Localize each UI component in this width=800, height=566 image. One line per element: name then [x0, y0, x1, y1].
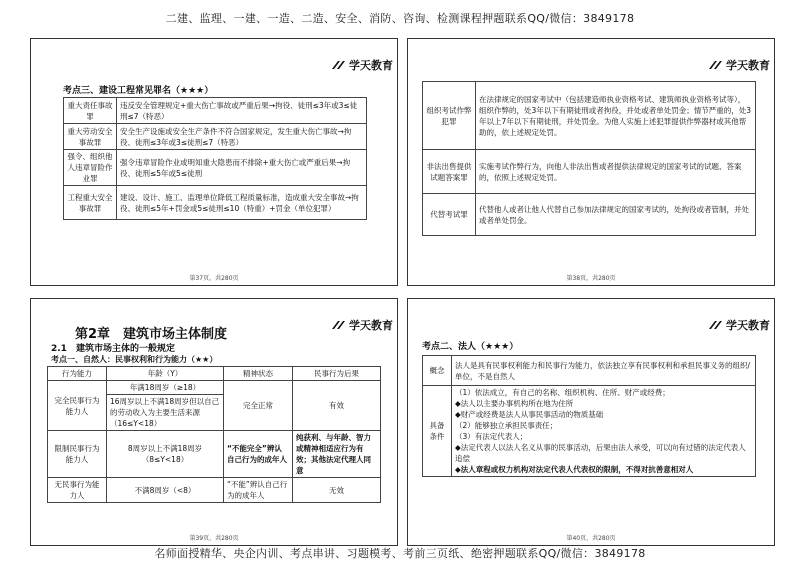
row-label: 组织考试作弊犯罪	[423, 82, 476, 150]
row-label: 代替考试罪	[423, 194, 476, 236]
result-cell: 纯获利、与年龄、智力或精神相适应行为有效；其他法定代理人同意	[293, 431, 381, 478]
row-label: 完全民事行为能力人	[48, 381, 107, 431]
result-cell: 无效	[293, 478, 381, 503]
brand-logo	[332, 317, 393, 333]
slide-legal-person	[407, 298, 775, 546]
brand-logo-icon	[332, 60, 346, 70]
brand-name: 学天教育	[726, 59, 770, 72]
slide-exam-crimes	[407, 38, 775, 286]
table-row	[423, 150, 756, 194]
table-row	[423, 194, 756, 236]
row-label: 概念	[423, 356, 452, 386]
condition-item: ◆法定代表人以法人名义从事的民事活动，后果由法人承受，可以向有过错的法定代表人追偿	[455, 443, 746, 463]
section-heading: 2.1 建筑市场主体的一般规定	[51, 344, 175, 354]
age-cell: 年满18周岁（≥18）	[107, 381, 224, 395]
brand-logo	[709, 57, 770, 73]
result-cell: 有效	[293, 381, 381, 431]
brand-name: 学天教育	[349, 319, 393, 332]
crimes-table	[63, 97, 367, 220]
exam-crimes-table	[422, 81, 756, 236]
table-row	[64, 186, 367, 220]
row-content: 建设、设计、施工、监理单位降低工程质量标准，造成重大安全事故→拘役、徒刑≤5年+罚金或5≤徒刑≤10（特重）+罚金（单位犯罪）	[117, 186, 367, 220]
header-cell: 行为能力	[48, 367, 107, 381]
table-row	[423, 82, 756, 150]
row-content: 强令违章冒险作业或明知重大隐患而不排除+重大伤亡或严重后果→拘役、徒刑≤5年或5≤徒刑	[117, 150, 367, 186]
condition-item: （1）依法成立，有自己的名称、组织机构、住所、财产或经费；	[455, 388, 670, 397]
row-label: 具备条件	[423, 386, 452, 477]
brand-logo	[709, 317, 770, 333]
page-number: 第37页，共280页	[189, 275, 239, 282]
slide-construction-crimes	[30, 38, 398, 286]
brand-logo-icon	[332, 320, 346, 330]
brand-logo-icon	[709, 320, 723, 330]
header-cell: 民事行为后果	[293, 367, 381, 381]
row-label: 工程重大安全事故罪	[64, 186, 117, 220]
age-cell: 16周岁以上不满18周岁但以自己的劳动收入为主要生活来源（16≤Y<18）	[107, 395, 224, 431]
legal-person-table	[422, 355, 756, 477]
section-title: 考点二、法人（★★★）	[422, 342, 519, 352]
condition-item: ◆法人以主要办事机构所在地为住所	[455, 399, 574, 408]
brand-name: 学天教育	[726, 319, 770, 332]
row-label: 重大劳动安全事故罪	[64, 124, 117, 150]
page-number: 第40页，共280页	[566, 535, 616, 542]
mental-cell: “不能”辨认自己行为的成年人	[224, 478, 293, 503]
row-label: 强令、组织他人违章冒险作业罪	[64, 150, 117, 186]
point-heading: 考点一、自然人：民事权利和行为能力（★★）	[51, 355, 218, 364]
slide-natural-person	[30, 298, 398, 546]
age-cell: 不满8周岁（<8）	[107, 478, 224, 503]
bottom-banner: 名师面授精华、央企内训、考点串讲、习题模考、考前三页纸、绝密押题联系QQ/微信：3849178	[154, 547, 646, 560]
age-cell: 8周岁以上不满18周岁（8≤Y<18）	[107, 431, 224, 478]
row-content: 安全生产设施或安全生产条件不符合国家规定，发生重大伤亡事故→拘役、徒刑≤3年或3≤徒刑≤7（特恶）	[117, 124, 367, 150]
header-cell: 年龄（Y）	[107, 367, 224, 381]
chapter-title: 第2章 建筑市场主体制度	[75, 327, 228, 342]
brand-logo	[332, 57, 393, 73]
table-row	[423, 356, 756, 386]
conditions-cell	[452, 386, 756, 477]
top-banner: 二建、监理、一建、一造、二造、安全、消防、咨询、检测课程押题联系QQ/微信：3849178	[165, 12, 635, 25]
table-row	[64, 150, 367, 186]
table-row	[48, 431, 381, 478]
condition-item: ◆财产或经费是法人从事民事活动的物质基础	[455, 410, 604, 419]
mental-cell: “不能完全”辨认自己行为的成年人	[224, 431, 293, 478]
table-row	[64, 98, 367, 124]
condition-item: （3）有法定代表人；	[455, 432, 528, 441]
header-cell: 精神状态	[224, 367, 293, 381]
condition-item: ◆法人章程或权力机构对法定代表人代表权的限制，不得对抗善意相对人	[455, 465, 694, 474]
section-title: 考点三、建设工程常见罪名（★★★）	[63, 86, 214, 96]
row-content: 代替他人或者让他人代替自己参加法律规定的国家考试的，处拘役或者管制，并处或者单处罚金。	[476, 194, 756, 236]
row-content: 违反安全管理规定+重大伤亡事故或严重后果→拘役、徒刑≤3年或3≤徒刑≤7（特恶）	[117, 98, 367, 124]
row-label: 限制民事行为能力人	[48, 431, 107, 478]
page-number: 第39页，共280页	[189, 535, 239, 542]
mental-cell: 完全正常	[224, 381, 293, 431]
table-row	[48, 381, 381, 395]
row-label: 无民事行为能力人	[48, 478, 107, 503]
table-row	[48, 478, 381, 503]
table-row	[64, 124, 367, 150]
row-content: 在法律规定的国家考试中（包括建造师执业资格考试、建筑师执业资格考试等），组织作弊的，处3年以下有期徒刑或者拘役，并处或者单处罚金；情节严重的，处3年以上7年以下有期徒刑，并处罚金。为他人实施上述犯罪提供作弊器材或其他帮助的，依上述规定处罚。	[476, 82, 756, 150]
brand-name: 学天教育	[349, 59, 393, 72]
page-number: 第38页，共280页	[566, 275, 616, 282]
table-row	[423, 386, 756, 477]
row-content: 法人是具有民事权利能力和民事行为能力，依法独立享有民事权利和承担民事义务的组织/单位，不是自然人	[452, 356, 756, 386]
capacity-table	[47, 366, 381, 503]
row-label: 非法出售提供试题答案罪	[423, 150, 476, 194]
brand-logo-icon	[709, 60, 723, 70]
table-header-row	[48, 367, 381, 381]
condition-item: （2）能够独立承担民事责任；	[455, 421, 558, 430]
row-content: 实施考试作弊行为，向他人非法出售或者提供法律规定的国家考试的试题、答案的，依照上述规定处罚。	[476, 150, 756, 194]
row-label: 重大责任事故罪	[64, 98, 117, 124]
